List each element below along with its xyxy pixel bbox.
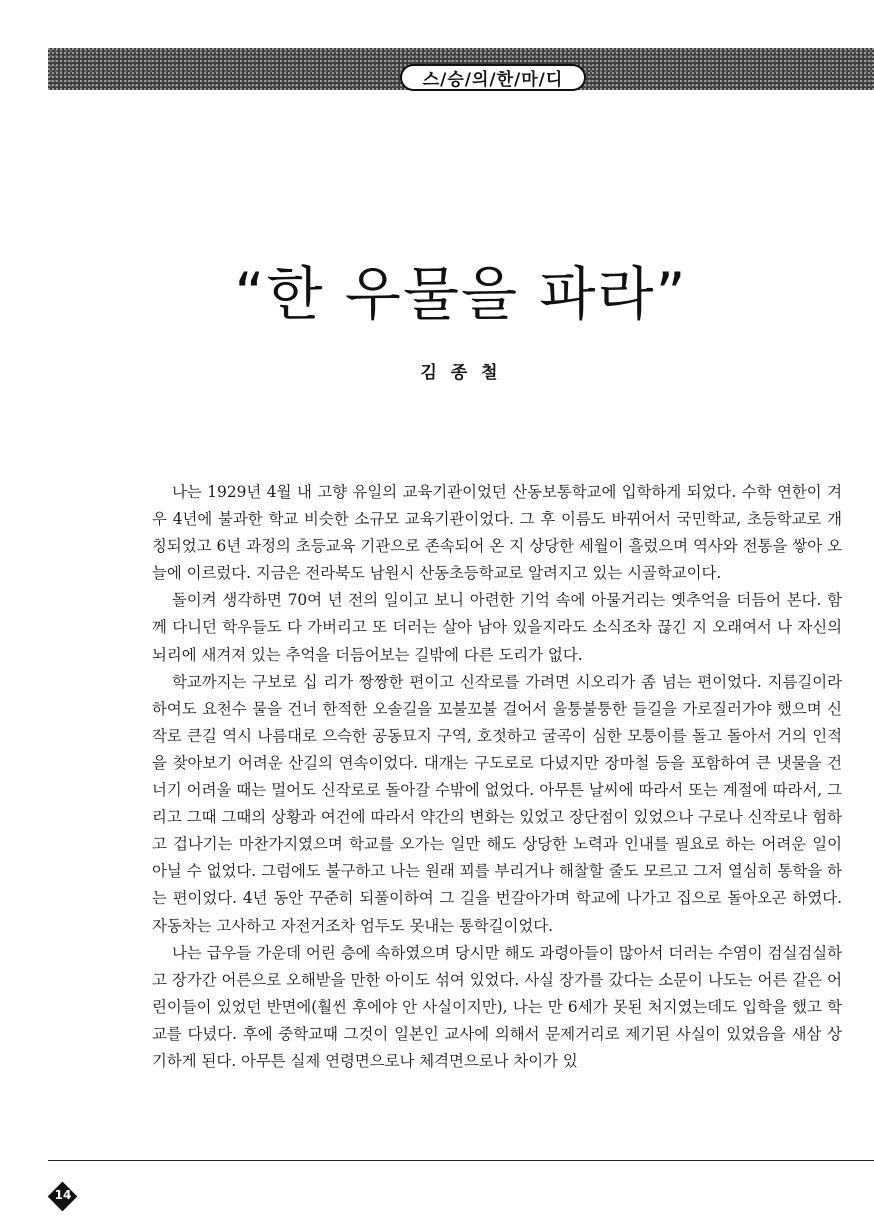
paragraph: 나는 급우들 가운데 어린 층에 속하였으며 당시만 해도 과령아들이 많아서 더러는 수염이 검실검실하고 장가간 어른으로 오해받을 만한 아이도 섞여 있었다. 사실 장가를 갔다는 소문이 나도는 어른 같은 어린이들이 있었던 반면에(훨씬 후에야 안 사실이지만), 나는 만 6세가 못된 처지였는데도 입학을 했고 학교를 다녔다. 후에 중학교때 그것이 일본인 교사에 의해서 문제거리로 제기된 사실이 있었음을 새삼 상기하게 된다. 아무튼 실제 연령면으로나 체격면으로나 차이가 있 xyxy=(152,943,842,1070)
page-number-badge xyxy=(48,1182,78,1212)
article-body xyxy=(152,479,842,1075)
paragraph: 나는 1929년 4월 내 고향 유일의 교육기관이었던 산동보통학교에 입학하게 되었다. 수학 연한이 겨우 4년에 불과한 학교 비슷한 소규모 교육기관이었다. 그 후 이름도 바뀌어서 국민학교, 초등학교로 개칭되었고 6년 과정의 초등교육 기관으로 존속되어 온 지 상당한 세월이 흘렀으며 역사와 전통을 쌓아 오늘에 이르렀다. 지금은 전라북도 남원시 산동초등학교로 알려지고 있는 시골학교이다. xyxy=(152,483,842,583)
article-title: “한 우물을 파라” xyxy=(234,259,688,328)
page-number: 14 xyxy=(54,1188,72,1202)
paragraph: 돌이켜 생각하면 70여 년 전의 일이고 보니 아련한 기억 속에 아물거리는 옛추억을 더듬어 본다. 함께 다니던 학우들도 다 가버리고 또 더러는 살아 남아 있을지라도 소식조차 끊긴 지 오래여서 나 자신의 뇌리에 새겨져 있는 추억을 더듬어보는 길밖에 다른 도리가 없다. xyxy=(152,591,842,664)
paragraph: 학교까지는 구보로 십 리가 짱짱한 편이고 신작로를 가려면 시오리가 좀 넘는 편이었다. 지름길이라 하여도 요천수 물을 건너 한적한 오솔길을 꼬불꼬불 걸어서 울퉁불퉁한 들길을 가로질러가야 했으며 신작로 큰길 역시 나름대로 으슥한 공동묘지 구역, 호젓하고 굴곡이 심한 모퉁이를 돌고 돌아서 거의 인적을 찾아보기 어려운 산길의 연속이었다. 대개는 구도로로 다녔지만 장마철 등을 포함하여 큰 냇물을 건너기 어려울 때는 멀어도 신작로로 돌아갈 수밖에 없었다. 아무튼 날씨에 따라서 또는 계절에 따라서, 그리고 그때 그때의 상황과 여건에 따라서 약간의 변화는 있었고 장단점이 있었으나 구로나 신작로나 험하고 겁나기는 마찬가지였으며 학교를 오가는 일만 해도 상당한 노력과 인내를 필요로 하는 어려운 일이 아닐 수 없었다. 그럼에도 불구하고 나는 원래 꾀를 부리거나 해찰할 줄도 모르고 그저 열심히 통학을 하는 편이었다. 4년 동안 꾸준히 되풀이하여 그 길을 번갈아가며 학교에 나가고 집으로 돌아오곤 하였다. 자동차는 고사하고 자전거조차 엄두도 못내는 통학길이었다. xyxy=(152,672,842,935)
author-name: 김 종 철 xyxy=(420,363,502,383)
footer-divider xyxy=(48,1160,874,1161)
series-label: 스/승/의/한/마/디 xyxy=(400,64,586,91)
